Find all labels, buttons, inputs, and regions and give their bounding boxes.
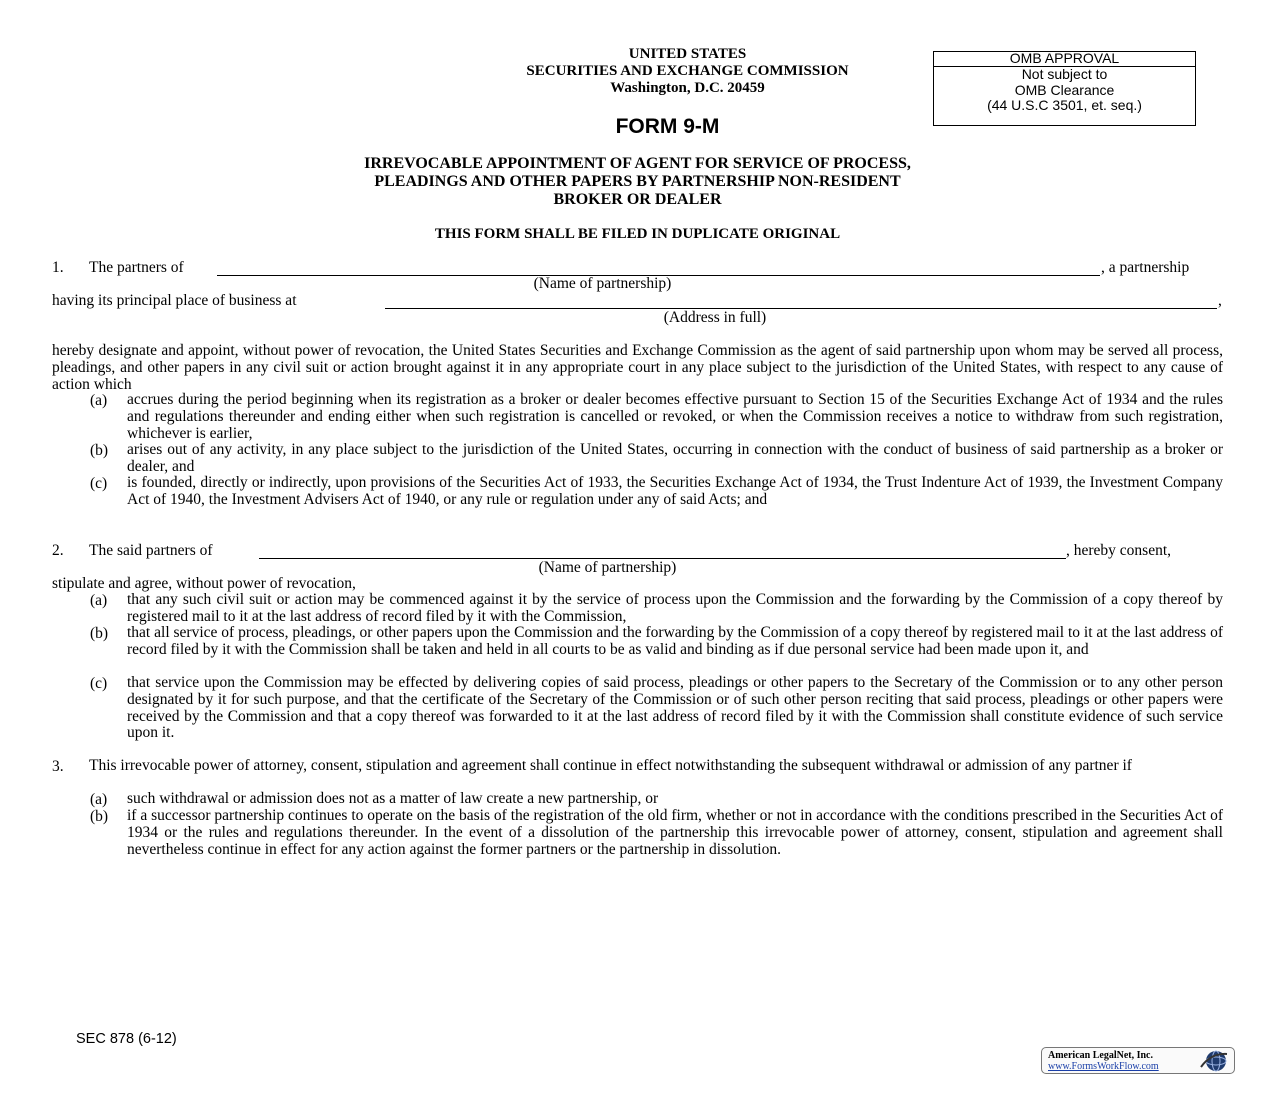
address-trail: , xyxy=(1218,292,1222,309)
section-3-body: This irrevocable power of attorney, consent, stipulation and agreement shall continue in effect notwithstanding the subsequent withdrawal or admission of any partner if xyxy=(89,757,1132,774)
address-lead: having its principal place of business at xyxy=(52,292,297,309)
s1-item-c-text: is founded, directly or indirectly, upon provisions of the Securities Act of 1933, the Securities Exchange Act of 1934, the Trust Indenture Act of 1939, the Investment Company Act of 1940, the Investment Advisers Act of 1940, or any rule or regulation under any of said Acts; and xyxy=(127,474,1223,508)
section-1-lead: The partners of xyxy=(89,259,184,276)
s2-item-a-label: (a) xyxy=(90,592,108,609)
omb-line-1: Not subject to xyxy=(1021,66,1108,82)
globe-logo-icon xyxy=(1197,1049,1231,1073)
s2-item-b-text: that all service of process, pleadings, or other papers upon the Commission and the forwarding by the Commission of a copy thereof by registered mail to it at the last address of record filed by it with the Commission shall be taken and held in all courts to be as valid and binding as if due personal service had been made upon it, and xyxy=(127,624,1223,658)
section-1-body: hereby designate and appoint, without power of revocation, the United States Securities and Exchange Commission as the agent of said partnership upon whom may be served all process, pleadings, and other papers in any civil suit or action brought against it in any appropriate court in any place subject to the jurisdiction of the United States, with respect to any cause of action which xyxy=(52,342,1223,393)
form-title: FORM 9-M xyxy=(615,115,720,138)
subtitle-line-2: PLEADINGS AND OTHER PAPERS BY PARTNERSHIP NON-RESIDENT xyxy=(374,173,901,190)
section-3-number: 3. xyxy=(52,758,64,775)
omb-title: OMB APPROVAL xyxy=(934,52,1195,67)
subtitle-line-3: BROKER OR DEALER xyxy=(553,191,722,208)
s1-item-a-label: (a) xyxy=(90,392,108,409)
s1-item-c-label: (c) xyxy=(90,475,108,492)
section-2-number: 2. xyxy=(52,542,64,559)
header-line-2: SECURITIES AND EXCHANGE COMMISSION xyxy=(526,63,849,79)
s1-item-b-label: (b) xyxy=(90,442,109,459)
omb-approval-box xyxy=(933,51,1196,126)
section-1-number: 1. xyxy=(52,259,64,276)
section-2-body: stipulate and agree, without power of revocation, xyxy=(52,575,356,592)
s3-item-a-label: (a) xyxy=(90,791,108,808)
s1-item-b-text: arises out of any activity, in any place subject to the jurisdiction of the United States, occurring in connection with the conduct of business of said partnership as a broker or dealer, and xyxy=(127,441,1223,475)
form-subtitle xyxy=(200,155,1075,209)
s2-item-b-label: (b) xyxy=(90,625,109,642)
caption-name-2: (Name of partnership) xyxy=(538,559,677,576)
omb-line-2: OMB Clearance xyxy=(1014,81,1115,98)
partnership-name-field-1[interactable] xyxy=(217,259,1100,276)
omb-line-3: (44 U.S.C 3501, et. seq.) xyxy=(987,97,1142,113)
header-line-3: Washington, D.C. 20459 xyxy=(610,80,765,96)
filing-note: THIS FORM SHALL BE FILED IN DUPLICATE ORIGINAL xyxy=(434,226,841,242)
caption-name-1: (Name of partnership) xyxy=(533,275,672,292)
principal-address-field[interactable] xyxy=(385,292,1217,309)
s3-item-a-text: such withdrawal or admission does not as a matter of law create a new partnership, or xyxy=(127,790,659,807)
section-2-lead: The said partners of xyxy=(89,542,213,559)
badge-url[interactable]: www.FormsWorkFlow.com xyxy=(1048,1061,1159,1072)
s2-item-c-text: that service upon the Commission may be effected by delivering copies of said process, pleadings or other papers to the Secretary of the Commission or to any other person designated by it for such purpose, and that the certificate of the Secretary of the Commission or of such other person reciting that said process, pleadings or other papers were received by the Commission and that a copy thereof was forwarded to it at the last address of record filed by it with the Commission shall constitute evidence of such service upon it. xyxy=(127,674,1223,742)
s2-item-c-label: (c) xyxy=(90,675,108,692)
form-code: SEC 878 (6-12) xyxy=(76,1031,177,1047)
s1-item-a-text: accrues during the period beginning when its registration as a broker or dealer becomes effective pursuant to Section 15 of the Securities Exchange Act of 1934 and the rules and regulations thereunder and ending either when such registration is cancelled or revoked, or when the Commission receives a notice to withdraw from such registration, whichever is earlier, xyxy=(127,391,1223,442)
publisher-badge[interactable] xyxy=(1041,1047,1235,1074)
header-line-1: UNITED STATES xyxy=(628,46,747,62)
s3-item-b-text: if a successor partnership continues to operate on the basis of the registration of the old firm, whether or not in accordance with the conditions prescribed in the Securities Act of 1934 or the rules and regulations thereunder. In the event of a dissolution of the partnership this irrevocable power of attorney, consent, stipulation and agreement shall nevertheless continue in effect for any action against the former partners or the partnership in dissolution. xyxy=(127,807,1223,858)
section-1-trail: , a partnership xyxy=(1101,259,1190,276)
s3-item-b-label: (b) xyxy=(90,808,109,825)
partnership-name-field-2[interactable] xyxy=(259,542,1066,559)
section-2-trail: , hereby consent, xyxy=(1066,542,1172,559)
caption-address: (Address in full) xyxy=(663,309,767,326)
s2-item-a-text: that any such civil suit or action may be commenced against it by the service of process upon the Commission and the forwarding by the Commission of a copy thereof by registered mail to it at the last address of record filed by it with the Commission, xyxy=(127,591,1223,625)
badge-name: American LegalNet, Inc. xyxy=(1048,1050,1153,1061)
agency-header xyxy=(380,46,995,97)
subtitle-line-1: IRREVOCABLE APPOINTMENT OF AGENT FOR SERVICE OF PROCESS, xyxy=(364,155,911,172)
